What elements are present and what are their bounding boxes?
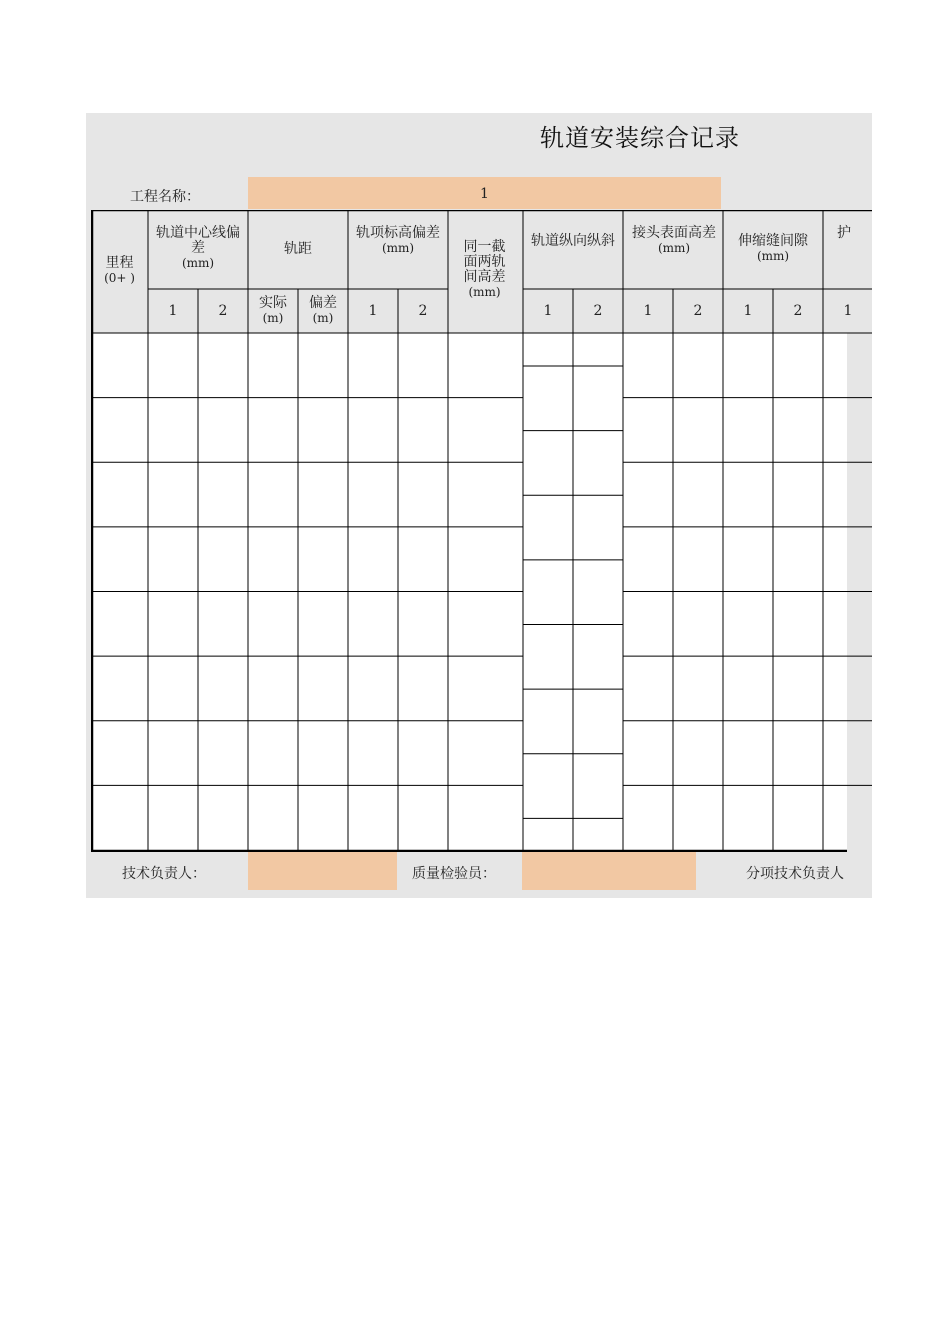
sub-header-center-2: 2: [218, 303, 228, 319]
sub-header-joint-1: 1: [643, 303, 653, 319]
sub-header-elev-1: 1: [368, 303, 378, 319]
sub-header-gauge-deviation: 偏差 (m): [309, 295, 337, 325]
sub-header-expansion-1: 1: [743, 303, 753, 319]
header-gauge: 轨距: [284, 241, 312, 257]
header-top-elevation: 轨项标高偏差 (mm): [356, 225, 440, 255]
sub-header-joint-2: 2: [693, 303, 703, 319]
project-name-value: 1: [480, 186, 489, 202]
header-expansion-gap: 伸缩缝间隙 (mm): [738, 233, 808, 263]
header-center-line: 轨道中心线偏差 (mm): [156, 225, 240, 270]
header-guard: 护: [837, 225, 851, 241]
record-table: [91, 210, 872, 852]
sub-header-expansion-2: 2: [793, 303, 803, 319]
qc-inspector-label: 质量检验员：: [412, 866, 496, 882]
header-longitudinal-slope: 轨道纵向纵斜: [531, 233, 615, 249]
project-name-label: 工程名称：: [130, 189, 200, 205]
sub-tech-lead-label: 分项技术负责人: [746, 866, 844, 882]
tech-lead-label: 技术负责人：: [122, 866, 206, 882]
sub-header-gauge-actual: 实际 (m): [259, 295, 287, 325]
header-joint-difference: 接头表面高差 (mm): [632, 225, 716, 255]
sub-header-slope-1: 1: [543, 303, 553, 319]
sub-header-elev-2: 2: [418, 303, 428, 319]
sub-header-center-1: 1: [168, 303, 178, 319]
qc-inspector-field[interactable]: [522, 852, 696, 890]
sub-header-slope-2: 2: [593, 303, 603, 319]
tech-lead-field[interactable]: [248, 852, 397, 890]
sub-header-guard-1: 1: [843, 303, 853, 319]
header-mileage: 里程 (0+ ): [104, 255, 135, 285]
header-cross-difference: 同一截面两轨间高差 (mm): [463, 239, 506, 299]
page-title: 轨道安装综合记录: [540, 124, 740, 152]
